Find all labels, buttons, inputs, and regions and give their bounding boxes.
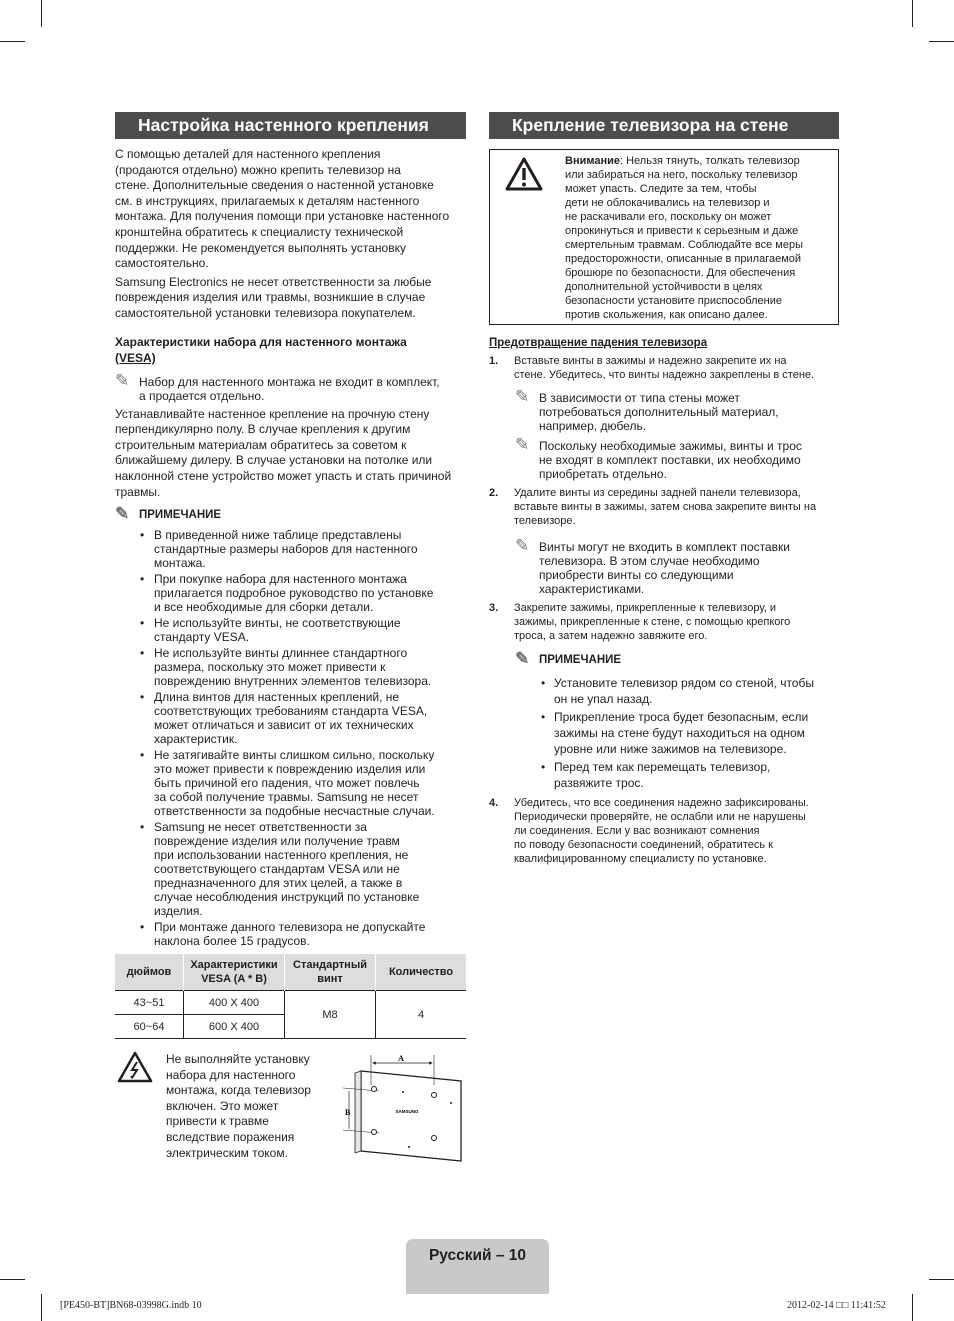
bullet-icon: •	[541, 676, 546, 690]
table-row: 43~51 400 X 400 M8 4	[115, 991, 466, 1015]
text-line: самостоятельно.	[115, 256, 209, 271]
table-header-vesa: Характеристики VESA (A * B)	[184, 954, 285, 991]
bullet-icon: •	[140, 690, 145, 705]
note-bullet-list	[115, 528, 466, 948]
text-line: монтажа. Для получения помощи при установке настенного	[115, 209, 450, 224]
text-line: Samsung Electronics не несет ответственности за любые	[115, 274, 432, 289]
disclaimer-paragraph	[115, 275, 466, 322]
table-header-quantity: Количество	[376, 954, 467, 991]
pencil-note-icon: ✎	[515, 536, 530, 555]
text-line: строительным материалам обратитесь за советом к	[115, 437, 407, 452]
step-item: 4. Убедитесь, что все соединения надежно зафиксированы. Периодически проверяйте, не ослабли или не нарушены ли соединения. Если у вас возникают сомнения по поводу безопасности соединений, обратитесь к квалифицированному специалисту по установке.	[489, 797, 809, 865]
bullet-icon: •	[140, 572, 145, 587]
step-item: 1. Вставьте винты в зажимы и надежно закрепите их на стене. Убедитесь, что винты надежно закреплены в стене.	[489, 355, 815, 381]
kit-note: ✎ Набор для настенного монтажа не входит в комплект, а продается отдельно.	[115, 370, 440, 403]
bullet-icon: •	[140, 920, 145, 935]
list-item: • Не затягивайте винты слишком сильно, поскольку это может привести к повреждению изделия или быть причиной его падения, что может повлечь за собой получение травмы. Samsung не несет ответственности за подобные несчастные случаи.	[140, 748, 435, 819]
prevent-fall-heading: Предотвращение падения телевизора	[489, 337, 708, 349]
list-item: • Установите телевизор рядом со стеной, чтобы он не упал назад.	[541, 676, 814, 706]
step-number: 3.	[489, 602, 499, 614]
text-line: перпендикулярно полу. В случае крепления к другим	[115, 422, 411, 437]
intro-paragraph	[115, 147, 466, 272]
text-line: кронштейна обратитесь к специалисту технической	[115, 224, 404, 239]
step-item: 2. Удалите винты из середины задней панели телевизора, вставьте винты в зажимы, затем снова закрепите винты на телевизоре.	[489, 487, 817, 527]
svg-text:SAMSUNG: SAMSUNG	[395, 1109, 419, 1115]
page-number-tab: Русский – 10	[406, 1239, 549, 1294]
step-note: ✎ Винты могут не входить в комплект поставки телевизора. В этом случае необходимо приобрести винты со следующими характеристиками.	[515, 536, 790, 596]
footer-file-info: [PE450-BT]BN68-03998G.indb 10	[60, 1300, 202, 1311]
crop-mark	[912, 1294, 913, 1321]
bullet-icon: •	[140, 616, 145, 631]
crop-mark	[41, 0, 42, 27]
list-item: • Не используйте винты длиннее стандартного размера, поскольку это может привести к повреждению внутренних элементов телевизора.	[140, 646, 432, 689]
list-item: • В приведенной ниже таблице представлены стандартные размеры наборов для настенного монтажа.	[140, 528, 418, 571]
electric-shock-warning-icon	[117, 1051, 153, 1083]
crop-mark	[41, 1294, 42, 1321]
svg-text:B: B	[345, 1108, 351, 1118]
bullet-icon: •	[541, 710, 546, 724]
step-note: ✎ В зависимости от типа стены может потребоваться дополнительный материал, например, дюбель.	[515, 387, 779, 433]
shock-warning-block	[115, 1045, 466, 1165]
list-item: • Прикрепление троса будет безопасным, если зажимы на стене будут находиться на одном уровне или ниже зажимов на телевизоре.	[541, 710, 809, 756]
pencil-note-icon: ✎	[115, 370, 130, 390]
svg-text:A: A	[398, 1055, 404, 1064]
crop-mark	[929, 41, 954, 42]
list-item: • При монтаже данного телевизора не допускайте наклона более 15 градусов.	[140, 920, 426, 949]
text-line: привести к травме	[166, 1114, 269, 1129]
crop-mark	[912, 0, 913, 27]
steps-list	[489, 354, 839, 866]
bullet-icon: •	[140, 646, 145, 661]
text-line: самостоятельной установки телевизора покупателем.	[115, 305, 416, 320]
list-item: • Длина винтов для настенных креплений, не соответствующих требованиям стандарта VESA, может отличаться и зависит от их технических характеристик.	[140, 690, 428, 747]
note-bullet-list	[489, 675, 839, 791]
note-heading: ✎ ПРИМЕЧАНИЕ	[515, 649, 622, 668]
bullet-icon: •	[140, 528, 145, 543]
footer-timestamp: 2012-02-14 □□ 11:41:52	[787, 1300, 886, 1311]
text-line: Устанавливайте настенное крепление на прочную стену	[115, 406, 430, 421]
text-line: см. в инструкциях, прилагаемых к деталям настенного	[115, 193, 420, 208]
step-note: ✎ Поскольку необходимые зажимы, винты и трос не входят в комплект поставки, их необходимо приобретать отдельно.	[515, 435, 802, 481]
text-line: включен. Это может	[166, 1098, 279, 1113]
vesa-heading: Характеристики набора для настенного монтажа (VESA)	[115, 334, 407, 365]
text-line: (продаются отдельно) можно крепить телевизор на	[115, 162, 401, 177]
list-item: • При покупке набора для настенного монтажа прилагается подробное руководство по установке и все необходимые для сборки детали.	[140, 572, 434, 615]
right-column	[489, 112, 839, 866]
pencil-note-icon: ✎	[115, 504, 130, 524]
text-line: Не выполняйте установку	[166, 1052, 310, 1067]
crop-mark	[0, 41, 25, 42]
table-row: 60~64 600 X 400	[115, 1015, 466, 1039]
text-line: С помощью деталей для настенного крепления	[115, 147, 381, 161]
text-line: набора для настенного	[166, 1067, 296, 1082]
bullet-icon: •	[140, 820, 145, 835]
step-number: 1.	[489, 355, 499, 367]
bullet-icon: •	[541, 760, 546, 774]
text-line: монтажа, когда телевизор	[166, 1083, 311, 1098]
vesa-spec-table	[115, 954, 466, 1039]
text-line: ближайшему дилеру. В случае установки на потолке или	[115, 453, 433, 468]
step-number: 2.	[489, 487, 499, 499]
note-heading: ✎ ПРИМЕЧАНИЕ	[115, 504, 222, 524]
list-item: • Не используйте винты, не соответствующие стандарту VESA.	[140, 616, 401, 645]
section-title-wall-mount: Настройка настенного крепления	[115, 112, 466, 139]
left-column	[115, 112, 466, 1165]
install-paragraph	[115, 407, 466, 501]
table-header-inches: дюймов	[115, 954, 184, 991]
caution-warning-icon	[504, 156, 544, 192]
text-line: электрическим током.	[166, 1145, 288, 1160]
crop-mark	[0, 1279, 25, 1280]
pencil-note-icon: ✎	[515, 435, 530, 454]
bullet-icon: •	[140, 748, 145, 763]
text-line: наклонной стене устройство может упасть и стать причиной	[115, 468, 452, 483]
step-number: 4.	[489, 797, 499, 809]
table-header-screw: Стандартный винт	[285, 954, 376, 991]
pencil-note-icon: ✎	[515, 649, 530, 668]
pencil-note-icon: ✎	[515, 387, 530, 406]
text-line: вследствие поражения	[166, 1130, 295, 1145]
crop-mark	[929, 1279, 954, 1280]
caution-box: Внимание: Нельзя тянуть, толкать телевизор или забираться на него, поскольку телевизор может упасть. Следите за тем, чтобы дети не облокачивались на телевизор и не раскачивали его, поскольку он может опрокинуться и привести к серьезным и даже смертельным травмам. Соблюдайте все меры предосторожности, описанные в прилагаемой брошюре по безопасности. Для обеспечения дополнительной устойчивости в целях безопасности установите приспособление против скольжения, как описано далее.	[489, 149, 839, 325]
wall-mount-diagram	[341, 1055, 466, 1165]
list-item: • Перед тем как перемещать телевизор, развяжите трос.	[541, 760, 771, 790]
list-item: • Samsung не несет ответственности за повреждение изделия или получение травм при использовании настенного крепления, не соответствующего стандартам VESA или не предназначенного для этих целей, а также в случае несоблюдения инструкций по установке изделия.	[140, 820, 420, 919]
text-line: поддержки. Не рекомендуется выполнять установку	[115, 240, 406, 255]
section-title-tv-on-wall: Крепление телевизора на стене	[489, 112, 839, 139]
text-line: повреждения изделия или травмы, возникшие в случае	[115, 290, 426, 305]
caution-label: Внимание	[565, 155, 620, 167]
text-line: стене. Дополнительные сведения о настенной установке	[115, 178, 434, 193]
text-line: травмы.	[115, 484, 161, 499]
step-item: 3. Закрепите зажимы, прикрепленные к телевизору, и зажимы, прикрепленные к стене, с помощью крепкого троса, а затем надежно завяжите его.	[489, 602, 791, 642]
